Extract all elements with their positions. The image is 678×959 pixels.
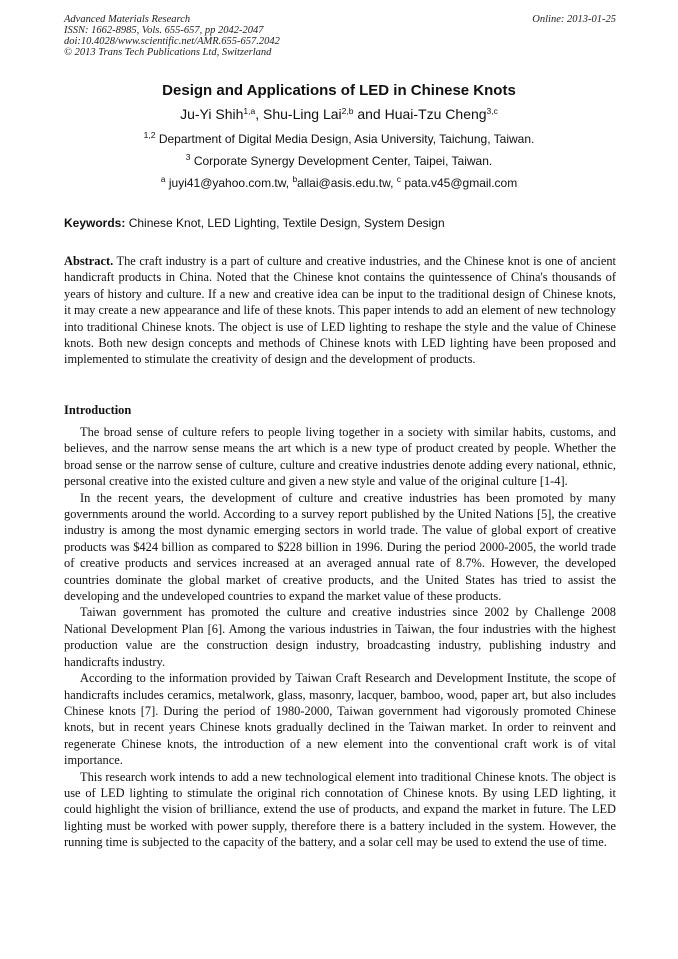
journal-name: Advanced Materials Research	[64, 14, 191, 25]
paragraph: According to the information provided by Taiwan Craft Research and Development Institute, the scope of handicrafts includes ceramics, metalwork, glass, masonry, lacquer, bamboo, wood, paper art, but also includes Chinese knots [7]. During the period of 1980-2000, Taiwan government had vigorously promoted Chinese knots, but in recent years Chinese knots gradually declined in the Taiwan market. In order to reinvent and regenerate Chinese knots, the introduction of a new element into the conventional craft work is of vital importance.	[64, 671, 616, 768]
keywords	[64, 216, 616, 230]
affiliation-mark: 1,2	[143, 130, 156, 140]
doi-line: doi:10.4028/www.scientific.net/AMR.655-657.2042	[64, 36, 280, 47]
author-name: Huai-Tzu Cheng	[384, 106, 487, 122]
title-block	[40, 81, 638, 190]
author-affiliation-mark: 1,a	[243, 106, 256, 116]
email-mark: b	[292, 174, 298, 184]
email-line	[40, 176, 638, 190]
affiliation-line	[40, 132, 638, 146]
issn-line: ISSN: 1662-8985, Vols. 655-657, pp 2042-2047	[64, 25, 264, 36]
section-heading: Introduction	[64, 403, 132, 417]
email-mark: c	[396, 174, 401, 184]
paragraph: This research work intends to add a new technological element into traditional Chinese knots. The object is use of LED lighting to stimulate the original rich connotation of Chinese knots. By using LED lighting, it could highlight the vision of brilliance, extend the use of products, and expand the market in future. The LED lighting must be worked with power supply, therefore there is a battery included in the system. However, the running time is subjected to the capacity of the battery, and a solar cell may be used to extend the use of time.	[64, 769, 616, 850]
author-name: Shu-Ling Lai	[263, 106, 342, 122]
keywords-label: Keywords:	[64, 216, 126, 230]
affiliation-line	[40, 154, 638, 168]
paper-title: Design and Applications of LED in Chinese Knots	[162, 82, 516, 99]
author-separator: and	[353, 106, 385, 122]
author-affiliation-mark: 2,b	[341, 106, 354, 116]
keywords-text: Chinese Knot, LED Lighting, Textile Design, System Design	[125, 216, 445, 230]
introduction-body	[64, 424, 616, 851]
abstract-label: Abstract.	[64, 254, 114, 268]
abstract-text: The craft industry is a part of culture and creative industries, and the Chinese knot is one of ancient handicraft products in China. Noted that the Chinese knot contains the quintessence of China's thousands of years of history and culture. If a new and creative idea can be input to the traditional design of Chinese knots, it may create a new appearance and life of these knots. This paper intends to add an element of new technology into traditional Chinese knots. The object is use of LED lighting to reshape the style and the value of Chinese knots. Both new design concepts and methods of Chinese knots with LED lighting have been proposed and implemented to stimulate the creativity of design and the development of products.	[64, 254, 616, 367]
author-affiliation-mark: 3,c	[486, 106, 498, 116]
author-name: Ju-Yi Shih	[180, 106, 244, 122]
paragraph: Taiwan government has promoted the culture and creative industries since 2002 by Challenge 2008 National Development Plan [6]. Among the various industries in Taiwan, the four industries with the highest production value are the construction design industry, broadcasting industry, publishing industry and handicrafts industry.	[64, 605, 616, 669]
affiliation-text: Corporate Synergy Development Center, Taipei, Taiwan.	[190, 154, 493, 168]
journal-header	[64, 14, 616, 58]
email-link[interactable]: allai@asis.edu.tw,	[297, 176, 397, 190]
author-list	[40, 104, 638, 124]
email-link[interactable]: pata.v45@gmail.com	[400, 176, 518, 190]
author-separator: ,	[255, 106, 264, 122]
online-date: Online: 2013-01-25	[532, 14, 616, 25]
copyright-line: © 2013 Trans Tech Publications Ltd, Switzerland	[64, 47, 272, 58]
paragraph: In the recent years, the development of culture and creative industries has been promoted by many governments around the world. According to a survey report published by the United Nations [5], the creative industry is among the most dynamic emerging sectors in world trade. The value of global export of creative products was $424 billion as compared to $228 billion in 1996. During the period 2000-2005, the world trade of creative products and services increased at an averaged annual rate of 8.7%. However, the developed countries dominate the global market of creative products, and the United States has tried to assist the developing and the undeveloped countries to expand the market value of these products.	[64, 490, 616, 604]
email-link[interactable]: juyi41@yahoo.com.tw,	[165, 176, 293, 190]
paragraph: The broad sense of culture refers to people living together in a society with similar habits, customs, and believes, and the narrow sense means the art which is a new type of product created by people. Whether the broad sense or the narrow sense of culture, culture and creative industries denote adding every national, ethnic, personal creative into the existed culture and given a new style and value of the original culture [1-4].	[64, 425, 616, 489]
abstract	[64, 253, 616, 368]
affiliation-mark: 3	[185, 152, 191, 162]
affiliation-text: Department of Digital Media Design, Asia University, Taichung, Taiwan.	[155, 132, 535, 146]
email-mark: a	[160, 174, 166, 184]
